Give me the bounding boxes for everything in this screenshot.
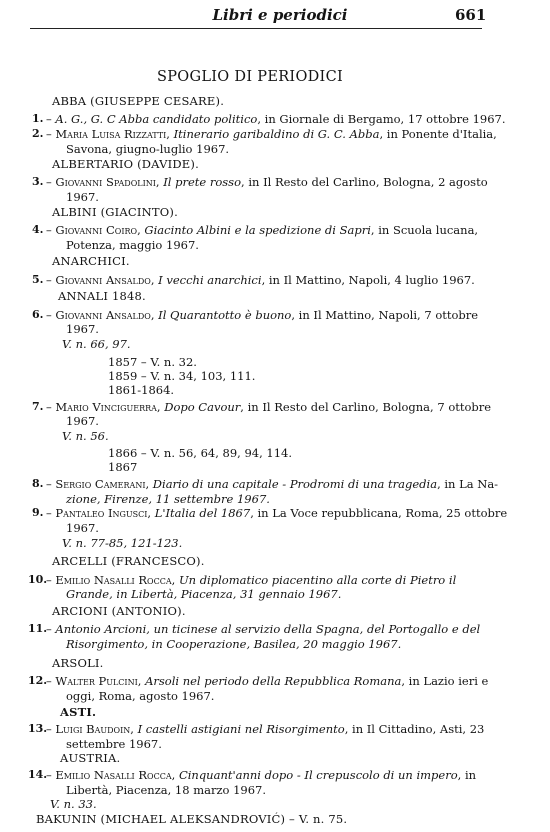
cross-reference: V. n. 66, 97. <box>62 337 131 351</box>
entry-separator: – <box>46 112 56 127</box>
entry-source: , in <box>457 767 477 782</box>
entry-continuation: Risorgimento, in Cooperazione, Basilea, 20 maggio 1967. <box>66 637 402 652</box>
entry-number: 13. <box>28 721 48 735</box>
entry-line: – Giovanni Coiro, Giacinto Albini e la spedizione di Sapri, in Scuola lucana, <box>46 222 479 237</box>
subject-heading: ALBINI (GIACINTO). <box>52 204 178 219</box>
entry-source: , in Il Mattino, Napoli, 4 luglio 1967. <box>261 272 475 287</box>
entry-continuation: zione, Firenze, 11 settembre 1967. <box>66 491 270 506</box>
entry-number: 4. <box>32 222 44 236</box>
entry-source: , in Scuola lucana, <box>370 222 479 237</box>
entry-title: Itinerario garibaldino di G. C. Abba <box>173 127 380 142</box>
cross-reference: V. n. 56. <box>62 429 109 444</box>
cross-reference: 1861-1864. <box>108 383 175 397</box>
subject-heading: ANARCHICI. <box>52 254 130 269</box>
entry-number: 3. <box>32 175 44 188</box>
subject-heading: ARSOLI. <box>52 655 104 670</box>
subject-heading: AUSTRIA. <box>60 751 121 766</box>
entry-title: Antonio Arcioni, un ticinese al servizio della Spagna, del Portogallo e del <box>55 622 481 637</box>
entry-source: , in Il Resto del Carlino, Bologna, 2 agosto <box>241 175 488 189</box>
entry-separator: – <box>46 175 56 189</box>
entry-separator: – <box>46 127 56 142</box>
entry-line: – Walter Pulcini, Arsoli nel periodo della Repubblica Romana, in Lazio ieri e <box>46 673 489 688</box>
entry-title: Il prete rosso <box>163 175 242 189</box>
entry-number: 5. <box>32 272 44 286</box>
subject-heading: ASTI. <box>60 705 97 720</box>
entry-author: Sergio Camerani <box>55 476 146 491</box>
entry-title: Giacinto Albini e la spedizione di Sapri <box>144 222 371 237</box>
entry-continuation: Libertà, Piacenza, 18 marzo 1967. <box>66 782 267 797</box>
entry-number: 2. <box>32 127 44 141</box>
entry-title: I castelli astigiani nel Risorgimento <box>137 721 345 736</box>
cross-reference: 1866 – V. n. 56, 64, 89, 94, 114. <box>108 445 293 460</box>
running-header-title: Libri e periodici <box>212 6 348 24</box>
cross-reference: 1867 <box>108 460 138 475</box>
entry-continuation: oggi, Roma, agosto 1967. <box>66 688 215 703</box>
entry-number: 6. <box>32 307 44 321</box>
entry-title: Il Quarantotto è buono <box>158 307 292 322</box>
entry-number: 12. <box>28 673 48 687</box>
entry-author: Emilio Nasalli Rocca <box>55 572 172 587</box>
entry-number: 7. <box>32 399 44 413</box>
cross-reference: 1857 – V. n. 32. <box>108 355 197 370</box>
entry-author: Maria Luisa Rizzatti <box>55 127 167 142</box>
entry-author: Luigi Baudoin <box>55 721 131 736</box>
entry-source: , in Ponente d'Italia, <box>379 127 497 142</box>
entry-number: 1. <box>32 112 44 126</box>
entry-separator: – <box>46 673 56 688</box>
entry-title: A. G., G. C Abba candidato politico <box>55 112 258 127</box>
entry-author: Giovanni Spadolini <box>55 175 156 189</box>
entry-author: Giovanni Coiro <box>55 222 138 237</box>
entry-line: – Giovanni Ansaldo, Il Quarantotto è buono, in Il Mattino, Napoli, 7 ottobre <box>46 307 479 322</box>
entry-continuation: 1967. <box>66 414 99 429</box>
entry-title: Un diplomatico piacentino alla corte di Pietro il <box>178 572 457 587</box>
entry-separator: – <box>46 622 56 637</box>
entry-line: – Giovanni Ansaldo, I vecchi anarchici, in Il Mattino, Napoli, 4 luglio 1967. <box>46 272 475 287</box>
entry-separator: – <box>46 399 56 414</box>
entry-title: I vecchi anarchici <box>158 272 262 287</box>
header-rule <box>30 28 482 29</box>
entry-separator: – <box>46 307 56 322</box>
entry-line <box>46 112 506 126</box>
entry-source: , in Il Mattino, Napoli, 7 ottobre <box>291 307 479 322</box>
subject-heading: ARCELLI (FRANCESCO). <box>52 554 205 569</box>
entry-separator: – <box>46 721 56 736</box>
entry-line: – Giovanni Spadolini, Il prete rosso, in Il Resto del Carlino, Bologna, 2 agosto <box>46 175 488 189</box>
entry-line: – Emilio Nasalli Rocca, Cinquant'anni dopo - Il crepuscolo di un impero, in <box>46 767 477 782</box>
entry-title: Arsoli nel periodo della Repubblica Romana <box>145 673 402 688</box>
entry-continuation: settembre 1967. <box>66 736 162 751</box>
entry-title: Diario di una capitale - Prodromi di una tragedia <box>152 476 438 491</box>
entry-separator: – <box>46 222 56 237</box>
entry-source: , in Il Cittadino, Asti, 23 <box>344 721 485 736</box>
entry-number: 11. <box>28 622 48 636</box>
entry-continuation: 1967. <box>66 322 99 337</box>
entry-continuation: 1967. <box>66 189 99 204</box>
entry-line: – Mario Vinciguerra, Dopo Cavour, in Il Resto del Carlino, Bologna, 7 ottobre <box>46 399 492 414</box>
entry-separator: – <box>46 272 56 287</box>
entry-source: , in Lazio ieri e <box>401 673 489 688</box>
entry-separator: – <box>46 572 56 587</box>
entry-line: – Pantaleo Ingusci, L'Italia del 1867, in La Voce repubblicana, Roma, 25 ottobre <box>46 506 508 521</box>
entry-author: Giovanni Ansaldo <box>55 272 151 287</box>
subject-heading: BAKUNIN (MICHAEL ALEKSANDROVIĆ) – V. n. 75. <box>36 812 348 826</box>
entry-line: – Luigi Baudoin, I castelli astigiani nel Risorgimento, in Il Cittadino, Asti, 23 <box>46 721 485 736</box>
entry-title: L'Italia del 1867 <box>154 506 251 521</box>
entry-separator: – <box>46 506 56 521</box>
entry-author: Pantaleo Ingusci <box>55 506 148 521</box>
entry-line: – Emilio Nasalli Rocca, Un diplomatico piacentino alla corte di Pietro il <box>46 572 457 587</box>
entry-source: , in La Na- <box>437 476 499 491</box>
entry-author: Walter Pulcini <box>55 673 138 688</box>
subject-heading: ALBERTARIO (DAVIDE). <box>52 156 199 171</box>
section-title: SPOGLIO DI PERIODICI <box>156 69 344 85</box>
entry-line <box>46 622 480 636</box>
entry-author: Mario Vinciguerra <box>55 399 157 414</box>
subject-heading: ARCIONI (ANTONIO). <box>52 604 186 618</box>
cross-reference: V. n. 77-85, 121-123. <box>62 535 183 550</box>
entry-continuation: Grande, in Libertà, Piacenza, 31 gennaio 1967. <box>66 587 342 602</box>
entry-number: 9. <box>32 506 44 520</box>
entry-number: 14. <box>28 767 48 781</box>
entry-author: Emilio Nasalli Rocca <box>55 767 172 782</box>
entry-title: Dopo Cavour <box>164 399 241 414</box>
cross-reference: V. n. 33. <box>50 797 97 812</box>
entry-number: 8. <box>32 476 44 490</box>
entry-line: – Sergio Camerani, Diario di una capitale - Prodromi di una tragedia, in La Na- <box>46 476 499 491</box>
page-number: 661 <box>455 6 487 24</box>
subject-heading: ANNALI 1848. <box>58 289 146 304</box>
cross-reference: 1859 – V. n. 34, 103, 111. <box>108 369 256 384</box>
entry-number: 10. <box>28 572 48 586</box>
entry-line: – Maria Luisa Rizzatti, Itinerario garibaldino di G. C. Abba, in Ponente d'Italia, <box>46 127 497 142</box>
entry-source: , in La Voce repubblicana, Roma, 25 ottobre <box>250 506 508 521</box>
entry-separator: – <box>46 767 56 782</box>
subject-heading: ABBA (GIUSEPPE CESARE). <box>52 94 225 108</box>
entry-continuation: Savona, giugno-luglio 1967. <box>66 141 230 156</box>
entry-source: , in Giornale di Bergamo, 17 ottobre 1967. <box>257 112 506 127</box>
entry-author: Giovanni Ansaldo <box>55 307 151 322</box>
entry-separator: – <box>46 476 56 491</box>
entry-source: , in Il Resto del Carlino, Bologna, 7 ottobre <box>240 399 492 414</box>
entry-title: Cinquant'anni dopo - Il crepuscolo di un impero <box>178 767 458 782</box>
entry-continuation: Potenza, maggio 1967. <box>66 237 199 252</box>
entry-continuation: 1967. <box>66 521 99 536</box>
